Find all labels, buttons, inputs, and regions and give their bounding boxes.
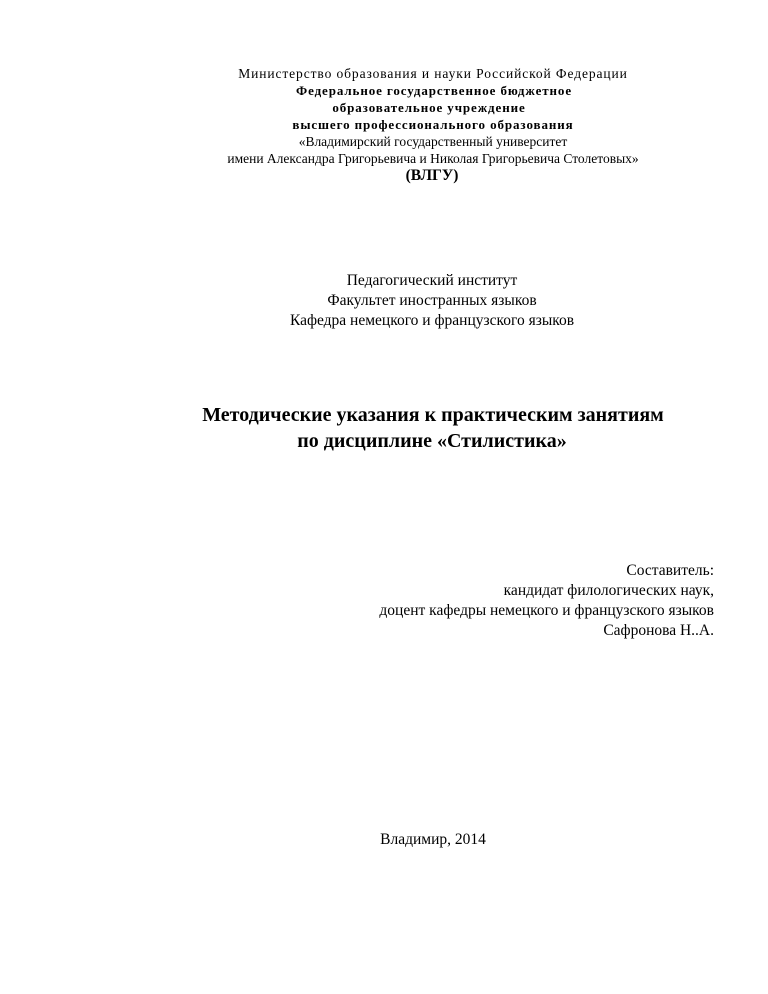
compiler-degree: кандидат филологических наук, [503,582,714,599]
city-year: Владимир, 2014 [380,831,486,848]
document-title-line-1: Методические указания к практическим занятиям [202,404,664,426]
compiler-position: доцент кафедры немецкого и французского языков [379,602,714,619]
org-type-line-3: высшего профессионального образования [292,117,574,132]
org-type-line-2: образовательное учреждение [332,100,526,115]
department-name: Кафедра немецкого и французского языков [289,312,575,329]
faculty-name: Факультет иностранных языков [327,292,537,309]
compiler-label: Составитель: [626,562,714,579]
university-abbreviation: (ВЛГУ) [405,167,459,184]
org-type-line-1: Федеральное государственное бюджетное [296,83,572,98]
ministry-line: Министерство образования и науки Российской Федерации [238,66,628,81]
document-title-line-2: по дисциплине «Стилистика» [297,430,567,452]
institute-name: Педагогический институт [346,272,518,289]
compiler-name: Сафронова Н..А. [603,622,714,639]
university-name-line-1: «Владимирский государственный университет [298,134,568,149]
university-name-line-2: имени Александра Григорьевича и Николая Григорьевича Столетовых» [227,151,639,166]
